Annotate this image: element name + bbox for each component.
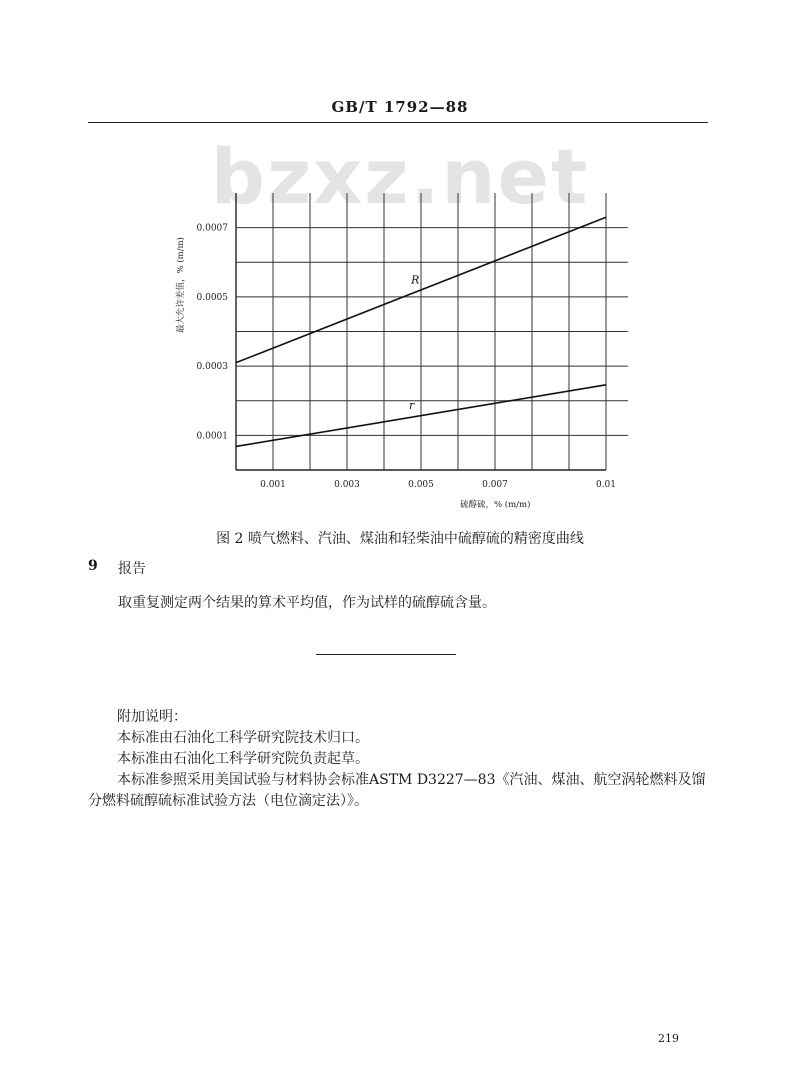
- series-label-R: R: [411, 273, 420, 287]
- series-label-r: r: [408, 398, 415, 412]
- label-layer: [175, 224, 616, 510]
- additional-notes: [88, 707, 718, 812]
- figure-caption: 图 2 喷气燃料、汽油、煤油和轻柴油中硫醇硫的精密度曲线: [216, 531, 584, 547]
- end-rule: [316, 654, 456, 655]
- notes-line: 本标准参照采用美国试验与材料协会标准ASTM D3227—83《汽油、煤油、航空涡轮燃料及馏: [117, 772, 706, 788]
- section-paragraph: 取重复测定两个结果的算术平均值，作为试样的硫醇硫含量。: [118, 595, 496, 611]
- notes-line: 本标准由石油化工科学研究院负责起草。: [117, 751, 369, 767]
- x-tick-label: 0.007: [482, 480, 508, 490]
- y-tick-label: 0.0003: [196, 362, 228, 373]
- grid-layer: [236, 193, 628, 470]
- y-tick-label: 0.0005: [196, 292, 228, 303]
- page-number: 219: [658, 1032, 679, 1045]
- standard-code-header: GB/T 1792—88: [331, 98, 469, 116]
- x-axis-title: 硫醇硫，% (m/m): [460, 500, 531, 510]
- y-axis-title: 最大允许差值，% (m/m): [176, 237, 186, 333]
- notes-line: 本标准由石油化工科学研究院技术归口。: [117, 730, 369, 746]
- notes-heading: 附加说明：: [117, 709, 187, 725]
- x-tick-label: 0.001: [260, 480, 286, 490]
- x-tick-label: 0.003: [334, 480, 360, 490]
- notes-line: 分燃料硫醇硫标准试验方法（电位滴定法）》。: [88, 793, 368, 809]
- x-tick-label: 0.01: [595, 480, 617, 490]
- precision-chart: [0, 0, 800, 520]
- watermark: bzxz.net: [210, 132, 590, 221]
- section-title: 报告: [118, 561, 146, 577]
- y-tick-label: 0.0007: [196, 223, 228, 234]
- section-number: 9: [88, 558, 98, 574]
- y-tick-label: 0.0001: [196, 431, 228, 442]
- x-tick-label: 0.005: [408, 480, 434, 490]
